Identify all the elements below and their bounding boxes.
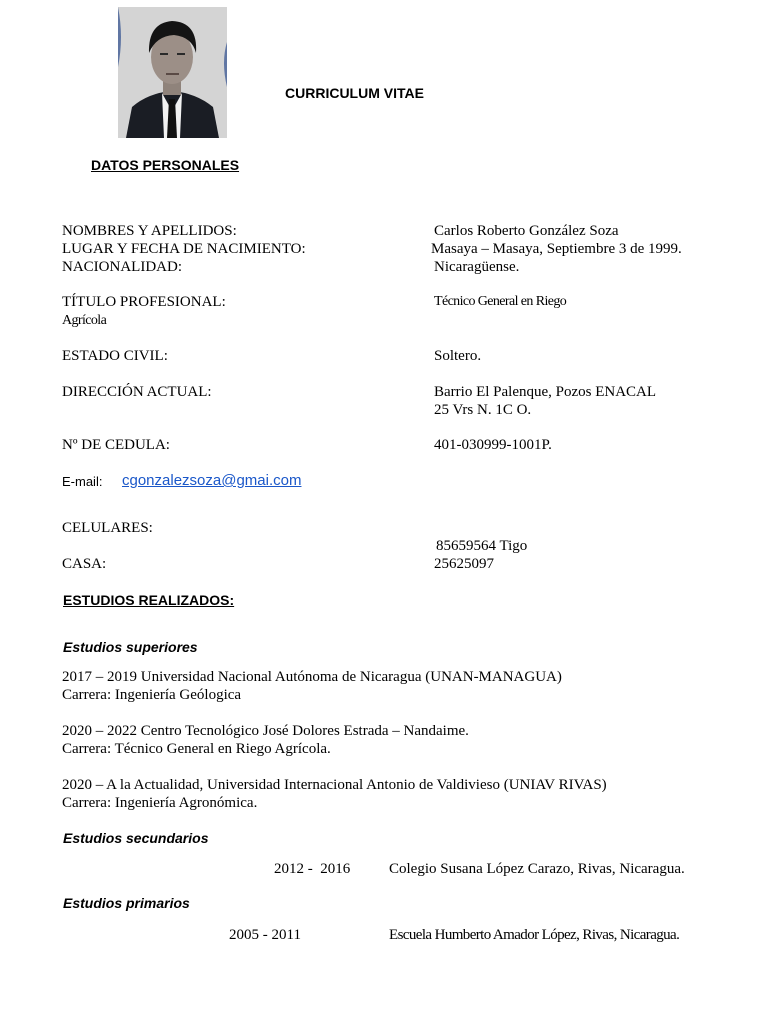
address-line-2: 25 Vrs N. 1C O.: [434, 402, 532, 418]
name-label: NOMBRES Y APELLIDOS:: [62, 223, 237, 239]
email-link[interactable]: cgonzalezsoza@gmai.com: [122, 472, 302, 489]
profile-photo-icon: [118, 7, 227, 138]
cell-value: 85659564 Tigo: [436, 538, 528, 554]
higher-study-1-line-2: Carrera: Ingeniería Geólogica: [62, 687, 242, 703]
degree-value: Técnico General en Riego: [434, 294, 567, 309]
higher-study-3-line-1: 2020 – A la Actualidad, Universidad Internacional Antonio de Valdivieso (UNIAV RIVAS): [62, 777, 607, 793]
primary-years: 2005 - 2011: [229, 927, 301, 943]
address-label: DIRECCIÓN ACTUAL:: [62, 384, 212, 400]
degree-label: TÍTULO PROFESIONAL:: [62, 294, 226, 310]
higher-study-2-line-1: 2020 – 2022 Centro Tecnológico José Dolores Estrada – Nandaime.: [62, 723, 469, 739]
higher-study-3-line-2: Carrera: Ingeniería Agronómica.: [62, 795, 258, 811]
degree-value-continued: Agrícola: [62, 313, 107, 328]
civil-status-value: Soltero.: [434, 348, 482, 364]
profile-photo: [118, 7, 227, 138]
primary-studies-heading: Estudios primarios: [63, 895, 190, 911]
secondary-years: 2012 - 2016: [274, 861, 351, 877]
birth-label: LUGAR Y FECHA DE NACIMIENTO:: [62, 241, 306, 257]
higher-study-2-line-2: Carrera: Técnico General en Riego Agrícola.: [62, 741, 331, 757]
secondary-studies-heading: Estudios secundarios: [63, 830, 209, 846]
studies-heading: ESTUDIOS REALIZADOS:: [63, 592, 235, 608]
id-number-value: 401-030999-1001P.: [434, 437, 552, 453]
cell-label: CELULARES:: [62, 520, 153, 536]
page-title: CURRICULUM VITAE: [285, 85, 424, 101]
home-phone-label: CASA:: [62, 556, 107, 572]
higher-study-1-line-1: 2017 – 2019 Universidad Nacional Autónoma de Nicaragua (UNAN-MANAGUA): [62, 669, 562, 685]
name-value: Carlos Roberto González Soza: [434, 223, 619, 239]
nationality-value: Nicaragüense.: [434, 259, 520, 275]
birth-value: Masaya – Masaya, Septiembre 3 de 1999.: [431, 241, 682, 257]
personal-data-heading: DATOS PERSONALES: [91, 157, 240, 173]
home-phone-value: 25625097: [434, 556, 494, 572]
nationality-label: NACIONALIDAD:: [62, 259, 182, 275]
higher-studies-heading: Estudios superiores: [63, 639, 198, 655]
email-label: E-mail:: [62, 474, 103, 489]
civil-status-label: ESTADO CIVIL:: [62, 348, 168, 364]
primary-school: Escuela Humberto Amador López, Rivas, Nicaragua.: [389, 927, 680, 943]
secondary-school: Colegio Susana López Carazo, Rivas, Nicaragua.: [389, 861, 685, 877]
address-line-1: Barrio El Palenque, Pozos ENACAL: [434, 384, 657, 400]
id-number-label: Nº DE CEDULA:: [62, 437, 170, 453]
